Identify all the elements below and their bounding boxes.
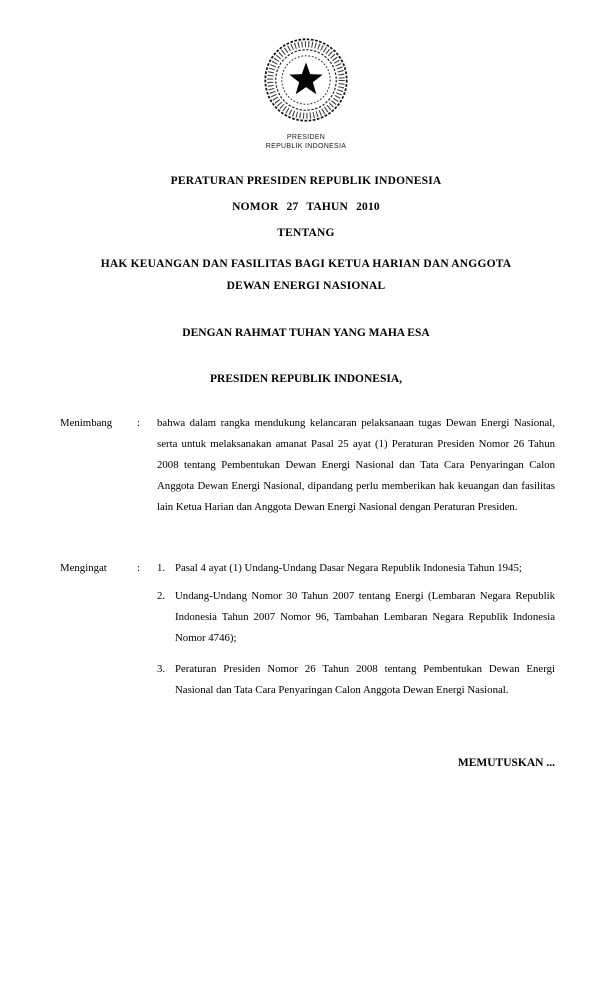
title-block — [0, 175, 612, 297]
garuda-star-seal-icon — [262, 36, 350, 124]
presidential-seal — [0, 0, 612, 151]
about-label: TENTANG — [277, 227, 335, 239]
document-number: NOMOR 27 TAHUN 2010 — [232, 201, 380, 213]
item-text: Pasal 4 ayat (1) Undang-Undang Dasar Negara Republik Indonesia Tahun 1945; — [175, 562, 522, 574]
remembering-label: Mengingat — [60, 562, 107, 574]
remembering-item — [157, 558, 555, 579]
remembering-clause — [0, 558, 612, 701]
president-line: PRESIDEN REPUBLIK INDONESIA, — [209, 373, 403, 385]
item-number: 2. — [157, 590, 166, 602]
emblem-caption-line1: PRESIDEN — [286, 134, 326, 141]
item-text: Peraturan Presiden Nomor 26 Tahun 2008 tentang Pembentukan Dewan Energi Nasional dan Tata Cara Penyaringan Calon Anggota Dewan Energi Nasional. — [175, 663, 555, 696]
document-subject — [0, 253, 612, 297]
considering-clause — [0, 413, 612, 518]
document-title: PERATURAN PRESIDEN REPUBLIK INDONESIA — [170, 175, 442, 187]
decision-continuation: MEMUTUSKAN ... — [457, 757, 555, 769]
remembering-colon: : — [137, 562, 140, 574]
considering-text: bahwa dalam rangka mendukung kelancaran pelaksanaan tugas Dewan Energi Nasional, serta untuk melaksanakan amanat Pasal 25 ayat (1) Peraturan Presiden Nomor 26 Tahun 2008 tentang Pembentukan Dewan Energi Nasional dan Tata Cara Penyaringan Calon Anggota Dewan Energi Nasional, dipandang perlu memberikan hak keuangan dan fasilitas lain Ketua Harian dan Anggota Dewan Energi Nasional dengan Peraturan Presiden. — [157, 417, 555, 513]
subject-line-1: HAK KEUANGAN DAN FASILITAS BAGI KETUA HARIAN DAN ANGGOTA — [100, 258, 512, 270]
remembering-item — [157, 586, 555, 649]
subject-line-2: DEWAN ENERGI NASIONAL — [226, 280, 386, 292]
considering-colon: : — [137, 417, 140, 429]
grace-line: DENGAN RAHMAT TUHAN YANG MAHA ESA — [182, 327, 430, 339]
remembering-list — [157, 558, 555, 701]
emblem-caption-line2: REPUBLIK INDONESIA — [265, 143, 347, 150]
remembering-item — [157, 659, 555, 701]
item-number: 1. — [157, 562, 166, 574]
item-text: Undang-Undang Nomor 30 Tahun 2007 tentang Energi (Lembaran Negara Republik Indonesia Tahun 2007 Nomor 96, Tambahan Lembaran Negara Republik Indonesia Nomor 4746); — [175, 590, 555, 644]
emblem-caption — [0, 133, 612, 151]
considering-label: Menimbang — [60, 417, 113, 429]
item-number: 3. — [157, 663, 166, 675]
